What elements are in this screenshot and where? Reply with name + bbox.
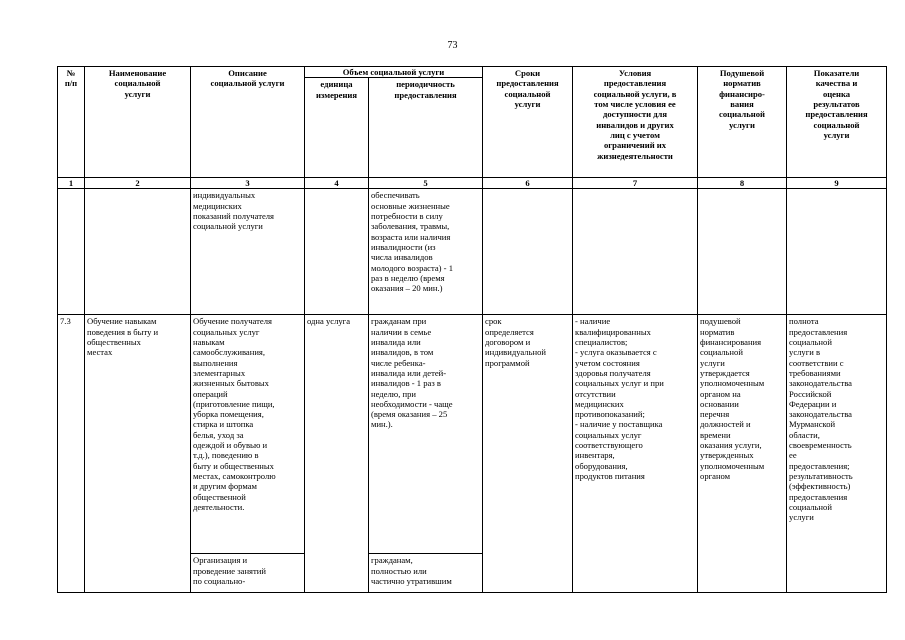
column-number-row bbox=[58, 178, 887, 189]
column-number: 1 bbox=[58, 178, 85, 189]
table-cell bbox=[787, 189, 887, 315]
row-7-3-quality: полнота предоставления социальной услуги в соответствии с требованиями законодательства Российской Федерации и законодательства Мурманской области, своевременность ее предоставления; результативность (эффективность) предоставления социальной услуги bbox=[787, 315, 887, 593]
row-7-3-unit: одна услуга bbox=[305, 315, 369, 593]
continuation-row bbox=[58, 189, 887, 315]
row-7-3-periodicity: гражданам при наличии в семье инвалида или инвалидов, в том числе ребенка- инвалида или детей- инвалидов - 1 раз в неделю, при необходимости - чаще (время оказания – 25 мин.). bbox=[369, 315, 483, 554]
column-number: 6 bbox=[483, 178, 573, 189]
column-number: 8 bbox=[698, 178, 787, 189]
header-terms: Сроки предоставления социальной услуги bbox=[483, 67, 573, 178]
header-name: Наименование социальной услуги bbox=[85, 67, 191, 178]
row-7-3-conditions: - наличие квалифицированных специалистов; - услуга оказывается с учетом состояния здоровья получателя социальных услуг и при отсутствии медицинских противопоказаний; - наличие у поставщика социальных услуг соответствующего инвентаря, оборудования, продуктов питания bbox=[573, 315, 698, 593]
table-cell bbox=[573, 189, 698, 315]
row-7-3-name: Обучение навыкам поведения в быту и общественных местах bbox=[85, 315, 191, 593]
header-periodicity: периодичность предоставления bbox=[369, 78, 483, 178]
table-cell bbox=[698, 189, 787, 315]
header-description: Описание социальной услуги bbox=[191, 67, 305, 178]
table-row-7-3 bbox=[58, 315, 887, 554]
header-quality: Показатели качества и оценка результатов предоставления социальной услуги bbox=[787, 67, 887, 178]
column-number: 3 bbox=[191, 178, 305, 189]
header-unit: единица измерения bbox=[305, 78, 369, 178]
header-financing: Подушевой норматив финансиро- вания социальной услуги bbox=[698, 67, 787, 178]
column-number: 5 bbox=[369, 178, 483, 189]
header-conditions: Условия предоставления социальной услуги, в том числе условия ее доступности для инвалидов и других лиц с учетом ограничений их жизнедеятельности bbox=[573, 67, 698, 178]
page-number: 73 bbox=[447, 40, 458, 51]
row-7-3-number: 7.3 bbox=[58, 315, 85, 593]
table-cell bbox=[483, 189, 573, 315]
row-7-3-description: Обучение получателя социальных услуг навыкам самообслуживания, выполнения элементарных жизненных бытовых операций (приготовление пищи, уборка помещения, стирка и штопка белья, уход за одеждой и обувью и т.д.), поведению в быту и общественных местах, самоконтролю и другим формам общественной деятельности. bbox=[191, 315, 305, 554]
continuation-description: индивидуальных медицинских показаний получателя социальной услуги bbox=[191, 189, 305, 315]
column-number: 4 bbox=[305, 178, 369, 189]
header-no: № п/п bbox=[58, 67, 85, 178]
table-cell bbox=[58, 189, 85, 315]
table-cell bbox=[85, 189, 191, 315]
table-cell bbox=[305, 189, 369, 315]
column-number: 2 bbox=[85, 178, 191, 189]
continuation-periodicity: обеспечивать основные жизненные потребности в силу заболевания, травмы, возраста или наличия инвалидности (из числа инвалидов молодого возраста) - 1 раз в неделю (время оказания – 20 мин.) bbox=[369, 189, 483, 315]
row-7-3-description-2: Организация и проведение занятий по социально- bbox=[191, 554, 305, 593]
column-number: 7 bbox=[573, 178, 698, 189]
header-volume-group: Объем социальной услуги bbox=[305, 67, 483, 78]
row-7-3-terms: срок определяется договором и индивидуальной программой bbox=[483, 315, 573, 593]
row-7-3-periodicity-2: гражданам, полностью или частично утратившим bbox=[369, 554, 483, 593]
social-services-table bbox=[57, 66, 887, 593]
column-number: 9 bbox=[787, 178, 887, 189]
row-7-3-financing: подушевой норматив финансирования социальной услуги утверждается уполномоченным органом на основании перечня должностей и времени оказания услуги, утвержденных уполномоченным органом bbox=[698, 315, 787, 593]
header-row-1 bbox=[58, 67, 887, 78]
